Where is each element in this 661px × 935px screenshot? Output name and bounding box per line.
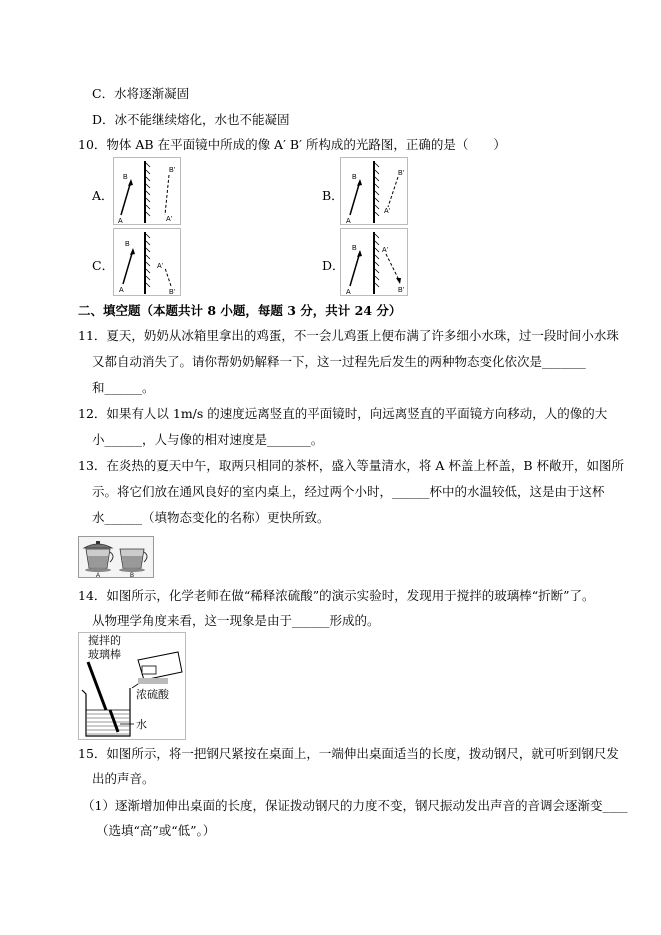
fig-b-label-ap: A': [384, 208, 391, 215]
fig-c-label-a: A: [119, 287, 124, 294]
fig-c-label-b: B: [125, 241, 130, 248]
fig-rod-label-1: 搅拌的: [88, 634, 121, 647]
q15-sub1-line-2: （选填“高”或“低”。）: [96, 823, 216, 838]
q10-figure-a: [113, 157, 181, 225]
q10-figure-c: [113, 228, 181, 296]
q10-figure-d: [340, 228, 408, 296]
fig-a-label-b: B: [123, 174, 128, 181]
q9-option-c: C．水将逐渐凝固: [92, 86, 190, 101]
fig-b-label-a: A: [346, 218, 351, 225]
q11-line-3: 和______。: [92, 380, 155, 395]
q10-option-c-label: C．: [92, 258, 115, 273]
fig-water-label: 水: [136, 718, 147, 731]
q13-line-1: 13．在炎热的夏天中午，取两只相同的茶杯，盛入等量清水，将 A 杯盖上杯盖，B 杯敞开，如图所: [78, 458, 625, 473]
q10-option-d-label: D．: [322, 258, 345, 273]
q11-line-2: 又都自动消失了。请你帮奶奶解释一下，这一过程先后发生的两种物态变化依次是_______: [92, 354, 586, 369]
fig-acid-label: 浓硫酸: [136, 688, 169, 701]
q13-line-2: 示。将它们放在通风良好的室内桌上，经过两个小时，______杯中的水温较低，这是由于这杯: [92, 484, 605, 499]
fig-d-label-a: A: [346, 289, 351, 296]
fig-a-label-ap: A': [166, 216, 173, 223]
q11-line-1: 11．夏天，奶奶从冰箱里拿出的鸡蛋，不一会儿鸡蛋上便布满了许多细小水珠，过一段时间小水珠: [78, 328, 619, 343]
fig-a-label-a: A: [118, 218, 123, 225]
cup-a-label: A: [96, 573, 101, 578]
cup-b-label: B: [130, 573, 135, 578]
q15-line-1: 15．如图所示，将一把钢尺紧按在桌面上，一端伸出桌面适当的长度，拨动钢尺，就可听到钢尺发: [78, 746, 619, 761]
q14-line-2: 从物理学角度来看，这一现象是由于______形成的。: [92, 613, 380, 628]
q15-line-2: 出的声音。: [92, 771, 155, 786]
fig-b-label-b: B: [352, 174, 357, 181]
fig-a-label-bp: B': [169, 167, 176, 174]
fig-c-label-bp: B': [169, 289, 176, 296]
q10-stem: 10．物体 AB 在平面镜中所成的像 A′ B′ 所构成的光路图，正确的是（ ）: [78, 137, 506, 152]
q14-acid-figure: [78, 632, 186, 740]
fig-b-label-bp: B': [398, 170, 405, 177]
q10-option-b-label: B．: [322, 188, 344, 203]
q13-line-3: 水______（填物态变化的名称）更快所致。: [92, 510, 330, 525]
fig-d-label-ap: A': [382, 247, 389, 254]
q13-cups-figure: [78, 536, 154, 578]
fig-d-label-b: B: [352, 245, 357, 252]
fig-rod-label-2: 玻璃棒: [88, 648, 121, 661]
q12-line-2: 小______，人与像的相对速度是_______。: [92, 432, 324, 447]
section-2-title: 二、填空题（本题共计 8 小题，每题 3 分，共计 24 分）: [78, 303, 402, 318]
q14-line-1: 14．如图所示，化学老师在做“稀释浓硫酸”的演示实验时，发现用于搅拌的玻璃棒“折断”了。: [78, 588, 595, 603]
q12-line-1: 12．如果有人以 1m/s 的速度远离竖直的平面镜时，向远离竖直的平面镜方向移动，人的像的大: [78, 406, 608, 421]
q15-sub1-line-1: （1）逐渐增加伸出桌面的长度，保证拨动钢尺的力度不变，钢尺振动发出声音的音调会逐渐变____: [82, 798, 628, 813]
fig-c-label-ap: A': [157, 263, 164, 270]
q9-option-d: D．冰不能继续熔化，水也不能凝固: [92, 112, 290, 127]
q10-figure-b: [340, 157, 408, 225]
fig-d-label-bp: B': [398, 287, 405, 294]
q10-option-a-label: A．: [92, 188, 114, 203]
